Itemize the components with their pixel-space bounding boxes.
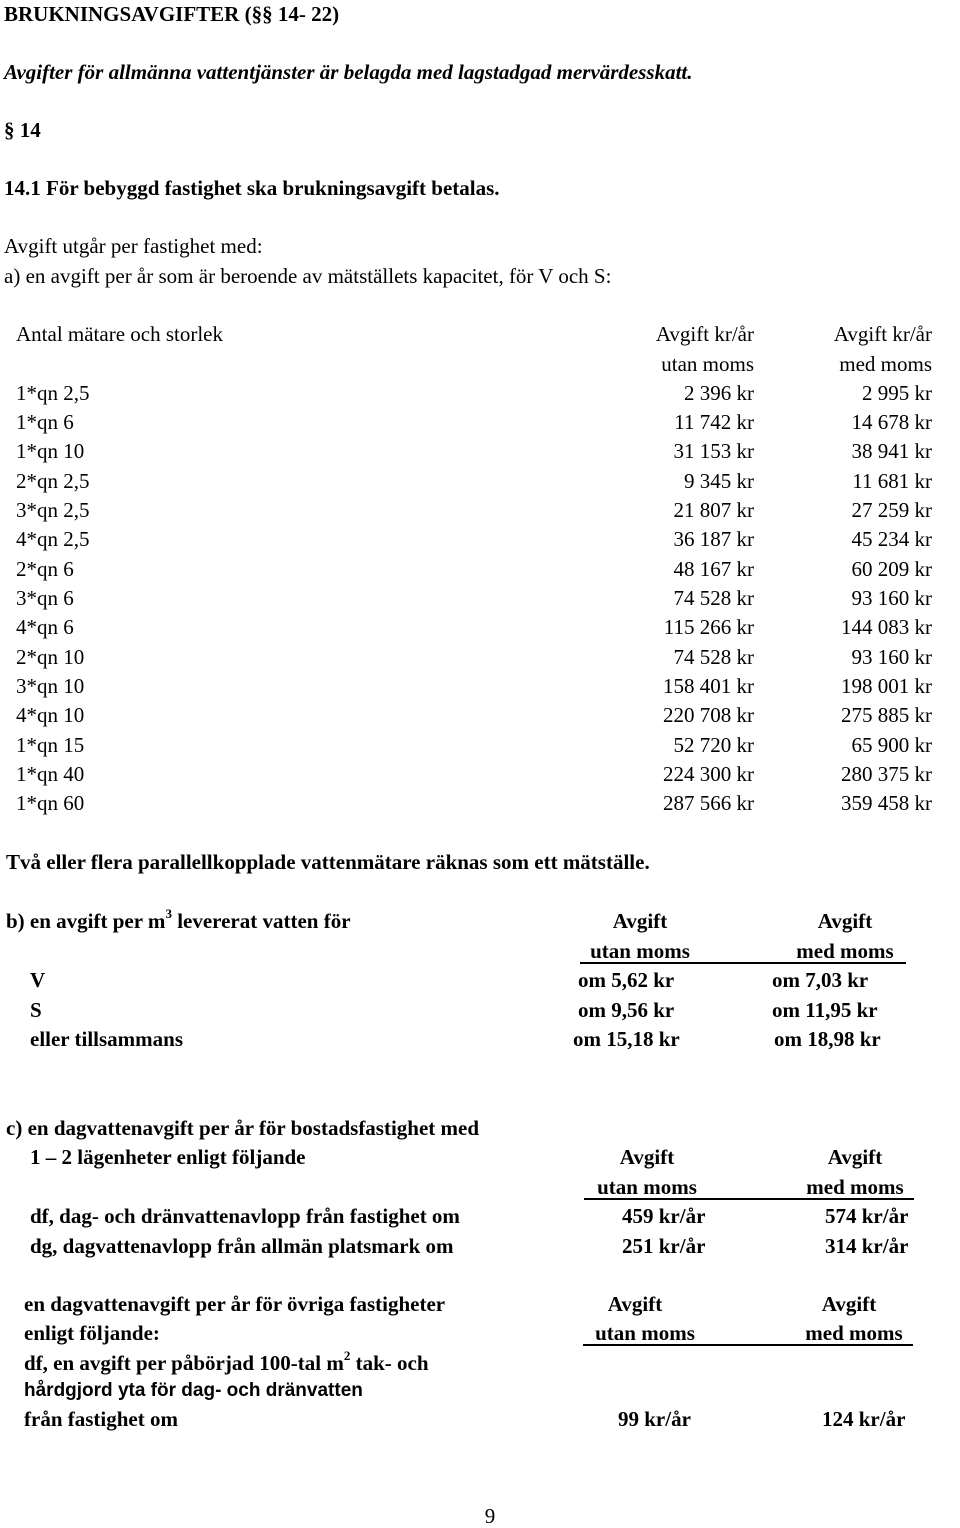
section-b-row-excl: om 5,62 kr: [578, 968, 675, 992]
section-b-label-sup: 3: [165, 906, 172, 921]
section-c-row-incl: 314 kr/år: [825, 1234, 909, 1258]
section-other-excl: 99 kr/år: [618, 1407, 691, 1431]
section-b-row-label: V: [30, 968, 46, 992]
table-row-size: 1*qn 40: [16, 762, 85, 786]
section-c-row-incl: 574 kr/år: [825, 1204, 909, 1228]
section-other-line-3-pre: df, en avgift per påbörjad 100-tal m: [24, 1351, 344, 1375]
section-b-row-label: eller tillsammans: [30, 1027, 184, 1051]
table-row-excl: 52 720 kr: [673, 733, 754, 757]
section-b-col-incl-header: Avgift: [817, 909, 873, 933]
table-row-excl: 74 528 kr: [673, 645, 754, 669]
page-heading: BRUKNINGSAVGIFTER (§§ 14- 22): [4, 2, 340, 26]
section-b-header-rule: [580, 962, 906, 964]
table-a-col-excl-subheader: utan moms: [661, 352, 754, 376]
section-number: § 14: [4, 118, 41, 142]
table-row-excl: 48 167 kr: [673, 557, 754, 581]
table-row-incl: 93 160 kr: [851, 586, 932, 610]
table-row-incl: 14 678 kr: [851, 410, 932, 434]
table-a-col-incl-subheader: med moms: [839, 352, 932, 376]
parallel-meter-note: Två eller flera parallellkopplade vattenmätare räknas som ett mätställe.: [6, 850, 650, 874]
section-other-incl: 124 kr/år: [822, 1407, 906, 1431]
table-row-incl: 93 160 kr: [851, 645, 932, 669]
table-row-incl: 60 209 kr: [851, 557, 932, 581]
table-row-excl: 9 345 kr: [684, 469, 754, 493]
table-row-incl: 280 375 kr: [841, 762, 932, 786]
table-row-excl: 36 187 kr: [673, 527, 754, 551]
section-b-row-incl: om 18,98 kr: [774, 1027, 881, 1051]
section-c-col-excl-subheader: utan moms: [597, 1175, 697, 1199]
section-b-row-incl: om 11,95 kr: [772, 998, 878, 1022]
table-row-incl: 2 995 kr: [862, 381, 932, 405]
section-b-col-excl-subheader: utan moms: [590, 939, 690, 963]
section-c-line-2: 1 – 2 lägenheter enligt följande: [30, 1145, 306, 1169]
section-other-line-2: enligt följande:: [24, 1321, 160, 1345]
section-other-col-incl-header: Avgift: [821, 1292, 877, 1316]
table-row-size: 1*qn 10: [16, 439, 85, 463]
table-row-excl: 2 396 kr: [684, 381, 754, 405]
table-row-excl: 287 566 kr: [663, 791, 754, 815]
table-row-excl: 31 153 kr: [673, 439, 754, 463]
table-row-incl: 38 941 kr: [851, 439, 932, 463]
section-c-row-label: dg, dagvattenavlopp från allmän platsmark om: [30, 1234, 454, 1258]
table-row-incl: 65 900 kr: [851, 733, 932, 757]
table-row-incl: 144 083 kr: [841, 615, 932, 639]
table-row-size: 3*qn 6: [16, 586, 74, 610]
table-row-size: 4*qn 2,5: [16, 527, 90, 551]
section-b-label-post: levererat vatten för: [171, 909, 351, 933]
table-row-incl: 27 259 kr: [851, 498, 932, 522]
table-row-size: 1*qn 6: [16, 410, 74, 434]
section-c-col-incl-header: Avgift: [827, 1145, 883, 1169]
section-c-col-incl-subheader: med moms: [806, 1175, 904, 1199]
section-other-line-4: hårdgjord yta för dag- och dränvatten: [24, 1380, 363, 1401]
table-row-size: 2*qn 10: [16, 645, 85, 669]
section-c-row-label: df, dag- och dränvattenavlopp från fastighet om: [30, 1204, 460, 1228]
table-a-col-excl-header: Avgift kr/år: [655, 322, 754, 346]
table-row-incl: 198 001 kr: [841, 674, 932, 698]
section-other-col-excl-header: Avgift: [607, 1292, 663, 1316]
table-row-size: 1*qn 2,5: [16, 381, 90, 405]
table-row-excl: 115 266 kr: [663, 615, 754, 639]
table-row-excl: 158 401 kr: [663, 674, 754, 698]
section-other-line-5: från fastighet om: [24, 1407, 178, 1431]
table-row-size: 4*qn 10: [16, 703, 85, 727]
section-b-row-excl: om 15,18 kr: [573, 1027, 680, 1051]
table-row-size: 3*qn 2,5: [16, 498, 90, 522]
section-c-col-excl-header: Avgift: [619, 1145, 675, 1169]
section-b-label-pre: b) en avgift per m: [6, 909, 166, 933]
table-row-size: 2*qn 2,5: [16, 469, 90, 493]
section-other-col-excl-subheader: utan moms: [595, 1321, 695, 1345]
table-row-size: 1*qn 15: [16, 733, 85, 757]
section-other-line-1: en dagvattenavgift per år för övriga fastigheter: [24, 1292, 446, 1316]
section-other-line-3: [24, 1348, 429, 1375]
section-c-header-rule: [584, 1198, 914, 1200]
table-row-incl: 45 234 kr: [851, 527, 932, 551]
section-other-line-3-post: tak- och: [350, 1351, 429, 1375]
section-b-row-excl: om 9,56 kr: [578, 998, 675, 1022]
table-row-incl: 359 458 kr: [841, 791, 932, 815]
intro-line-1: Avgift utgår per fastighet med:: [4, 234, 263, 258]
table-row-incl: 275 885 kr: [841, 703, 932, 727]
section-b-row-incl: om 7,03 kr: [772, 968, 869, 992]
table-a-col-size-header: Antal mätare och storlek: [16, 322, 224, 346]
section-b-col-excl-header: Avgift: [612, 909, 668, 933]
section-c-row-excl: 251 kr/år: [622, 1234, 706, 1258]
section-b-label: [6, 906, 351, 933]
table-a-col-incl-header: Avgift kr/år: [833, 322, 932, 346]
table-row-size: 3*qn 10: [16, 674, 85, 698]
table-row-size: 4*qn 6: [16, 615, 74, 639]
section-14-1: 14.1 För bebyggd fastighet ska brukningsavgift betalas.: [4, 176, 500, 200]
section-other-line-3-sup: 2: [343, 1348, 351, 1363]
table-row-incl: 11 681 kr: [852, 469, 932, 493]
table-row-excl: 224 300 kr: [663, 762, 754, 786]
intro-line-2: a) en avgift per år som är beroende av mätställets kapacitet, för V och S:: [4, 264, 612, 288]
table-row-size: 2*qn 6: [16, 557, 74, 581]
section-c-row-excl: 459 kr/år: [622, 1204, 706, 1228]
section-b-row-label: S: [30, 998, 42, 1022]
table-row-excl: 11 742 kr: [674, 410, 754, 434]
section-other-col-incl-subheader: med moms: [805, 1321, 903, 1345]
section-c-line-1: c) en dagvattenavgift per år för bostadsfastighet med: [6, 1116, 480, 1140]
vat-note: Avgifter för allmänna vattentjänster är belagda med lagstadgad mervärdesskatt.: [4, 60, 693, 84]
page-number: 9: [484, 1504, 496, 1528]
table-row-excl: 220 708 kr: [663, 703, 754, 727]
section-other-header-rule: [583, 1344, 913, 1346]
table-row-excl: 74 528 kr: [673, 586, 754, 610]
section-b-col-incl-subheader: med moms: [796, 939, 894, 963]
table-row-excl: 21 807 kr: [673, 498, 754, 522]
table-row-size: 1*qn 60: [16, 791, 85, 815]
